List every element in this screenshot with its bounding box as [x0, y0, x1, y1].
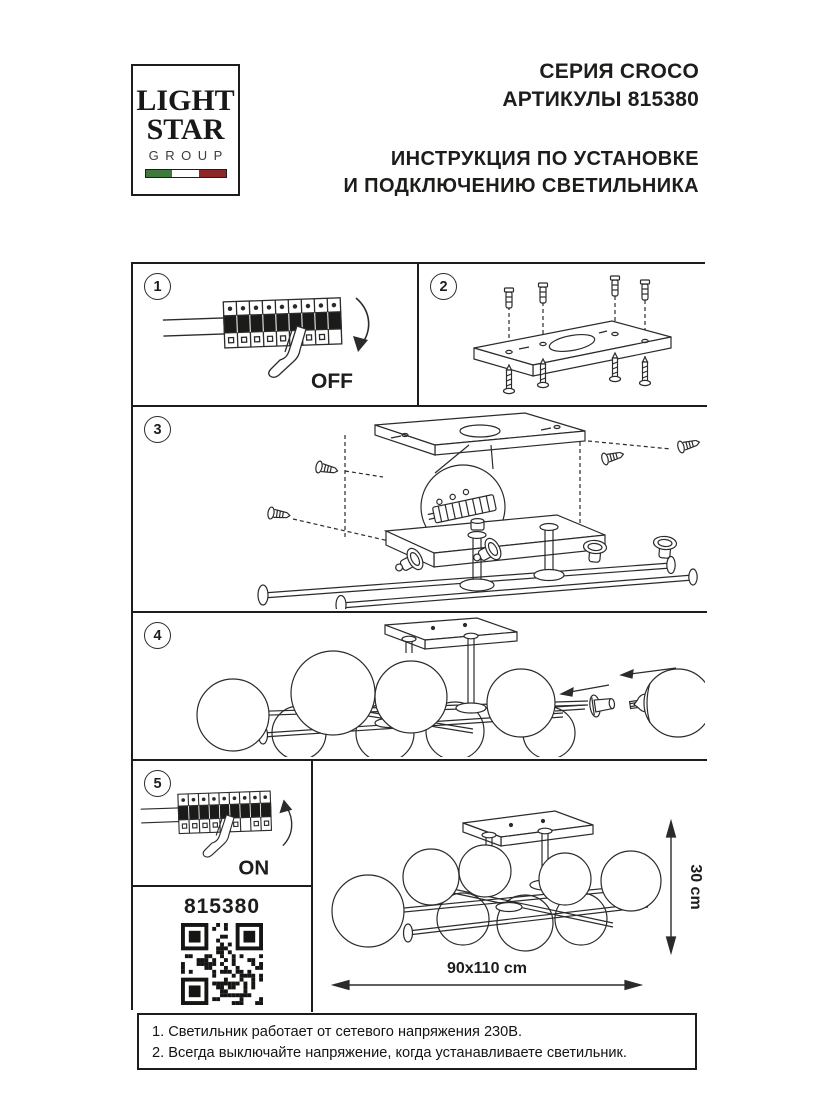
italian-flag-icon [145, 169, 227, 178]
step-1-panel [133, 264, 417, 405]
step-2-badge: 2 [430, 273, 457, 300]
logo-word-star: STAR [146, 113, 225, 146]
logo-word-group: GROUP [148, 148, 229, 163]
dimension-height-label: 30 cm [687, 864, 704, 910]
breaker-toggle-band [224, 312, 342, 333]
canopy-assembly-illustration [133, 407, 705, 609]
off-label: OFF [311, 370, 353, 393]
article-number: 815380 [183, 895, 261, 918]
instruction-line-1: ИНСТРУКЦИЯ ПО УСТАНОВКЕ [390, 148, 699, 170]
notes-box [137, 1013, 697, 1070]
off-arrow-icon [353, 298, 369, 352]
note-line-2: 2. Всегда выключайте напряжение, когда устанавливаете светильник. [152, 1045, 627, 1062]
article-qr-panel [133, 885, 311, 1012]
lightstar-logo [131, 64, 240, 196]
logo-word-light: LIGHT [136, 84, 235, 117]
header-title-block [502, 58, 699, 114]
step-2-panel [417, 264, 707, 405]
step-5-panel [133, 759, 311, 885]
instruction-title-block [343, 146, 699, 200]
instruction-line-2: И ПОДКЛЮЧЕНИЮ СВЕТИЛЬНИКА [343, 175, 699, 197]
note-line-1: 1. Светильник работает от сетевого напряжения 230В. [152, 1024, 523, 1040]
arrow-left-icon [561, 685, 609, 696]
on-label: ON [238, 856, 270, 880]
width-dimension-arrow [333, 981, 641, 990]
step-1-badge: 1 [144, 273, 171, 300]
anchor-icon [539, 283, 548, 303]
articles-title: АРТИКУЛЫ 815380 [502, 88, 699, 111]
step-4-panel [133, 611, 707, 759]
breaker-toggle-band [178, 803, 271, 820]
screw-icon [677, 436, 701, 453]
final-dimensions-panel [311, 759, 707, 1012]
screw-icon [601, 448, 625, 465]
breaker-off-illustration [151, 270, 407, 400]
anchor-icon [505, 288, 514, 308]
mounting-plate-illustration [419, 264, 707, 403]
lamp-socket-icon [589, 692, 616, 717]
series-title: СЕРИЯ CROCO [539, 60, 699, 83]
qr-code-svg [181, 923, 263, 1005]
lamp-socket-icon [652, 536, 677, 559]
anchor-icon [641, 280, 650, 300]
globes-installation-illustration [133, 613, 705, 757]
on-arrow-icon [279, 800, 292, 846]
chandelier-dimensions-illustration [313, 761, 707, 1010]
step-3-badge: 3 [144, 416, 171, 443]
screw-icon [640, 357, 651, 386]
screw-icon [315, 461, 339, 477]
step-5-badge: 5 [144, 770, 171, 797]
qr-code [181, 923, 263, 1005]
step-3-panel [133, 405, 707, 611]
step-4-badge: 4 [144, 622, 171, 649]
steps-grid [131, 262, 705, 1010]
anchor-icon [611, 276, 620, 296]
screw-icon [267, 507, 290, 522]
height-dimension-arrow [667, 821, 676, 953]
dimension-width-label: 90x110 cm [446, 960, 528, 977]
